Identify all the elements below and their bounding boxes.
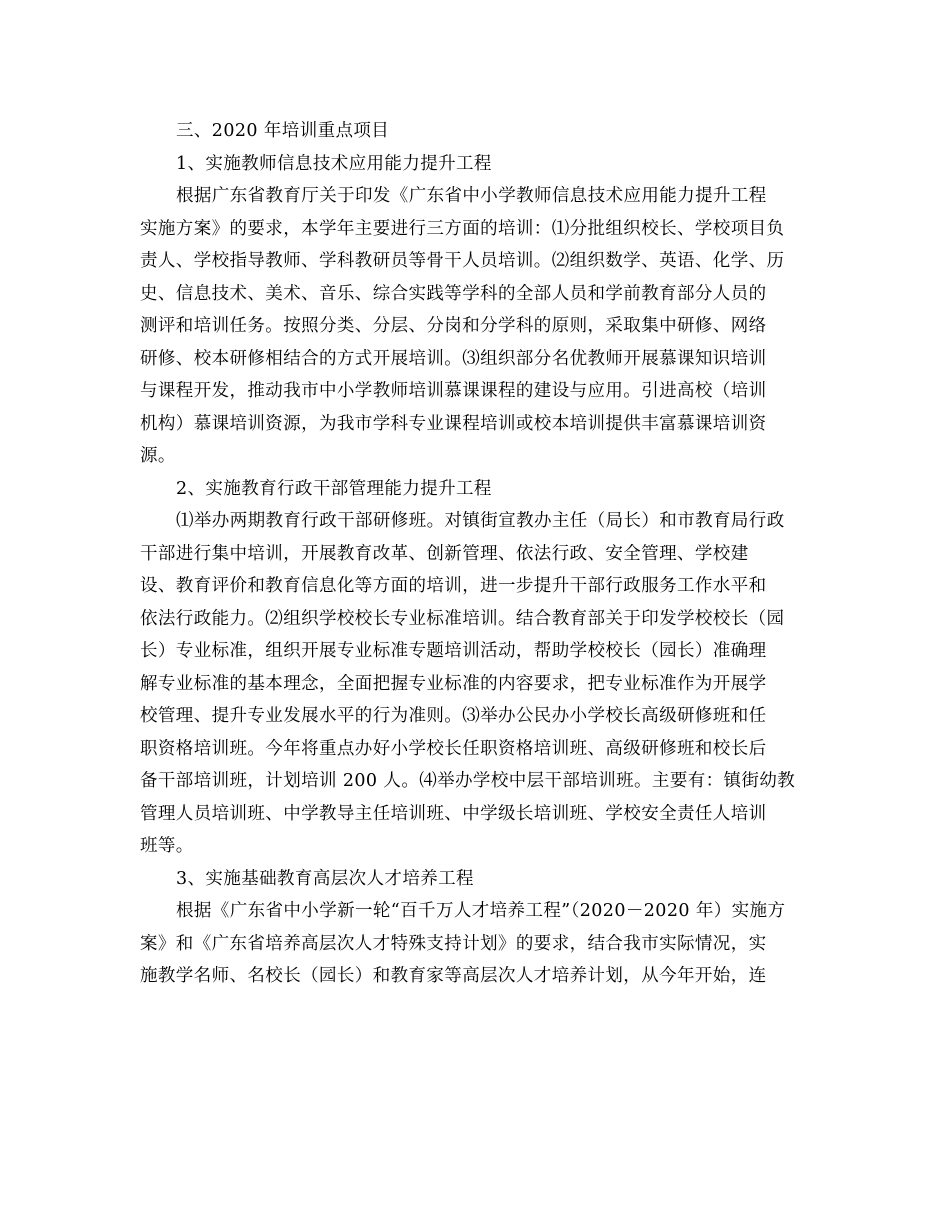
paragraph-line: 解专业标准的基本理念，全面把握专业标准的内容要求，把专业标准作为开展学 [140, 673, 767, 694]
item-3-paragraph [140, 895, 810, 993]
paragraph-line: 职资格培训班。今年将重点办好小学校长任职资格培训班、高级研修班和校长后 [140, 738, 767, 759]
document-body [140, 115, 810, 993]
paragraph-line: 责人、学校指导教师、学科教研员等骨干人员培训。⑵组织数学、英语、化学、历 [140, 251, 785, 271]
paragraph-line: 管理人员培训班、中学教导主任培训班、中学级长培训班、学校安全责任人培训 [140, 803, 767, 824]
paragraph-line: 根据《广东省中小学新一轮“百千万人才培养工程”（2020－2020 年）实施方 [176, 901, 786, 921]
paragraph-line: ⑴举办两期教育行政干部研修班。对镇街宣教办主任（局长）和市教育局行政 [176, 511, 785, 531]
paragraph-line: 源。 [140, 446, 176, 466]
item-1-paragraph [140, 180, 810, 473]
item-1-heading: 1、实施教师信息技术应用能力提升工程 [176, 153, 492, 174]
paragraph-line: 施教学名师、名校长（园长）和教育家等高层次人才培养计划，从今年开始，连 [140, 966, 767, 986]
item-2-heading: 2、实施教育行政干部管理能力提升工程 [176, 478, 492, 499]
item-3-heading: 3、实施基础教育高层次人才培养工程 [176, 868, 474, 889]
paragraph-line: 干部进行集中培训，开展教育改革、创新管理、依法行政、安全管理、学校建 [140, 543, 749, 564]
paragraph-line: 根据广东省教育厅关于印发《广东省中小学教师信息技术应用能力提升工程 [176, 186, 767, 206]
paragraph-line: 设、教育评价和教育信息化等方面的培训，进一步提升干部行政服务工作水平和 [140, 576, 767, 596]
paragraph-line: 测评和培训任务。按照分类、分层、分岗和分学科的原则，采取集中研修、网络 [140, 316, 767, 336]
paragraph-line: 实施方案》的要求，本学年主要进行三方面的培训：⑴分批组织校长、学校项目负 [140, 218, 785, 239]
paragraph-line: 依法行政能力。⑵组织学校校长专业标准培训。结合教育部关于印发学校校长（园 [140, 608, 785, 629]
paragraph-line: 研修、校本研修相结合的方式开展培训。⑶组织部分名优教师开展慕课知识培训 [140, 348, 767, 369]
section-heading: 三、2020 年培训重点项目 [176, 121, 390, 141]
paragraph-line: 校管理、提升专业发展水平的行为准则。⑶举办公民办小学校长高级研修班和任 [140, 706, 767, 726]
paragraph-line: 备干部培训班，计划培训 200 人。⑷举办学校中层干部培训班。主要有：镇街幼教 [140, 771, 796, 791]
paragraph-line: 长）专业标准，组织开展专业标准专题培训活动，帮助学校校长（园长）准确理 [140, 641, 767, 661]
paragraph-line: 与课程开发，推动我市中小学教师培训慕课课程的建设与应用。引进高校（培训 [140, 381, 767, 401]
paragraph-line: 史、信息技术、美术、音乐、综合实践等学科的全部人员和学前教育部分人员的 [140, 283, 767, 304]
item-2-paragraph [140, 505, 810, 863]
paragraph-line: 班等。 [140, 836, 194, 856]
paragraph-line: 案》和《广东省培养高层次人才特殊支持计划》的要求，结合我市实际情况，实 [140, 933, 767, 954]
paragraph-line: 机构）慕课培训资源，为我市学科专业课程培训或校本培训提供丰富慕课培训资 [140, 413, 767, 434]
